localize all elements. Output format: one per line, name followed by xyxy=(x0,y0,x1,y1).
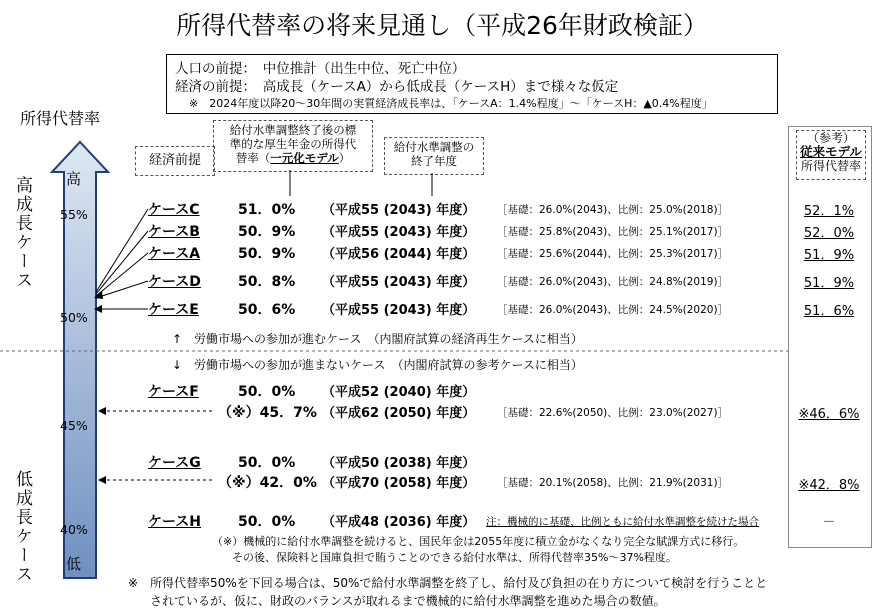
case-reference-rate: 52．1% xyxy=(803,204,855,219)
arrow-bottom-label: 低 xyxy=(66,555,82,573)
case-reference-rate: 51．9% xyxy=(803,276,855,291)
reference-header xyxy=(796,130,866,180)
case-name: ケースH xyxy=(148,514,202,530)
case-name: ケースE xyxy=(148,302,199,318)
case-rate: 50．6% xyxy=(238,302,296,318)
low-growth-label: 低成長ケース xyxy=(12,470,32,584)
end-year-header-line: 終了年度 xyxy=(411,154,457,168)
case-name: ケースC xyxy=(148,202,200,218)
case-mechanical-rate: （※）45．7% xyxy=(218,405,317,421)
case-detail: ［基礎：25.6%(2044)、比例：25.3%(2017)］ xyxy=(497,248,729,260)
case-end-year: （平成50 (2038) 年度） xyxy=(322,456,476,471)
case-end-year: （平成56 (2044) 年度） xyxy=(322,247,476,262)
case-rate: 50．0% xyxy=(238,384,296,400)
case-end-year: （平成55 (2043) 年度） xyxy=(322,225,476,240)
end-year-header-line: 給付水準調整の xyxy=(393,140,475,154)
case-mechanical-end-year: （平成62 (2050) 年度） xyxy=(322,406,476,421)
footnote: されているが、仮に、財政のバランスが取れるまで機械的に給付水準調整を進めた場合の数値。 xyxy=(150,594,666,608)
case-h-explanation: （※）機械的に給付水準調整を続けると、国民年金は2055年度に積立金がなくなり完全な賦課方式に移行。 xyxy=(212,535,745,548)
population-premise: 人口の前提： 中位推計（出生中位、死亡中位） xyxy=(175,61,466,77)
model-rate-header-line: 準的な厚生年金の所得代 xyxy=(229,137,357,151)
case-mechanical-rate: （※）42．0% xyxy=(218,475,317,491)
case-name: ケースG xyxy=(148,455,201,471)
economic-premise: 経済の前提： 高成長（ケースA）から低成長（ケースH）まで様々な仮定 xyxy=(175,79,619,95)
case-reference-rate: － xyxy=(822,515,836,530)
high-growth-label: 高成長ケース xyxy=(12,176,32,290)
case-rate: 50．8% xyxy=(238,274,296,290)
labor-participation-down-note: ↓ 労働市場への参加が進まないケース （内閣府試算の参考ケースに相当） xyxy=(172,358,583,372)
model-rate-header-part: 替率（ xyxy=(235,151,271,165)
tick-50: 50% xyxy=(60,310,88,325)
case-name: ケースB xyxy=(148,224,200,240)
unified-model-label: 一元化モデル xyxy=(270,151,339,165)
case-end-year: （平成55 (2043) 年度） xyxy=(322,275,476,290)
case-end-year: （平成55 (2043) 年度） xyxy=(322,303,476,318)
case-end-year: （平成55 (2043) 年度） xyxy=(322,203,476,218)
tick-45: 45% xyxy=(60,418,88,433)
model-rate-header-line: 給付水準調整終了後の標 xyxy=(229,123,357,137)
case-detail: ［基礎：26.0%(2043)、比例：25.0%(2018)］ xyxy=(497,204,729,216)
case-reference-rate: 51．6% xyxy=(803,304,855,319)
case-end-year: （平成52 (2040) 年度） xyxy=(322,385,476,400)
case-h-note: 注：機械的に基礎、比例ともに給付水準調整を続けた場合 xyxy=(486,516,759,528)
model-rate-header-part: ） xyxy=(338,151,351,165)
case-rate: 50．0% xyxy=(238,455,296,471)
page-title: 所得代替率の将来見通し（平成26年財政検証） xyxy=(176,11,708,40)
case-end-year: （平成48 (2036) 年度） xyxy=(322,515,476,530)
arrow-top-label: 高 xyxy=(66,170,82,188)
case-detail: ［基礎：26.0%(2043)、比例：24.8%(2019)］ xyxy=(497,276,729,288)
axis-label: 所得代替率 xyxy=(20,109,101,128)
case-name: ケースF xyxy=(148,384,199,400)
reference-header-line: （参考） xyxy=(806,131,855,145)
conventional-model-label: 従来モデル xyxy=(800,144,862,159)
case-mechanical-end-year: （平成70 (2058) 年度） xyxy=(322,476,476,491)
case-reference-rate: 51．9% xyxy=(803,248,855,263)
case-detail: ［基礎：26.0%(2043)、比例：24.5%(2020)］ xyxy=(497,304,729,316)
case-detail: ［基礎：25.8%(2043)、比例：25.1%(2017)］ xyxy=(497,226,729,238)
case-reference-rate: ※42．8% xyxy=(798,478,860,493)
tick-40: 40% xyxy=(60,522,88,537)
footnote: ※ 所得代替率50%を下回る場合は、50%で給付水準調整を終了し、給付及び負担の在り方について検討を行うことと xyxy=(128,576,768,590)
case-rate: 50．9% xyxy=(238,224,296,240)
tick-55: 55% xyxy=(60,207,88,222)
case-reference-rate: ※46．6% xyxy=(798,407,860,422)
case-h-explanation: その後、保険料と国庫負担で賄うことのできる給付水準は、所得代替率35%～37%程度。 xyxy=(232,551,677,564)
reference-header-line: 所得代替率 xyxy=(800,159,861,173)
case-rate: 50．0% xyxy=(238,514,296,530)
case-reference-rate: 52．0% xyxy=(803,226,855,241)
case-detail: ［基礎：20.1%(2058)、比例：21.9%(2031)］ xyxy=(497,477,729,489)
case-name: ケースA xyxy=(148,246,201,262)
growth-note: ※ 2024年度以降20～30年間の実質経済成長率は、「ケースA：1.4%程度」～「ケースH：▲0.4%程度」 xyxy=(189,97,713,110)
case-detail: ［基礎：22.6%(2050)、比例：23.0%(2027)］ xyxy=(497,407,729,419)
case-rate: 50．9% xyxy=(238,246,296,262)
case-rate: 51．0% xyxy=(238,202,296,218)
labor-participation-up-note: ↑ 労働市場への参加が進むケース （内閣府試算の経済再生ケースに相当） xyxy=(172,332,583,346)
case-name: ケースD xyxy=(148,274,201,290)
economic-premise-header: 経済前提 xyxy=(135,146,215,176)
